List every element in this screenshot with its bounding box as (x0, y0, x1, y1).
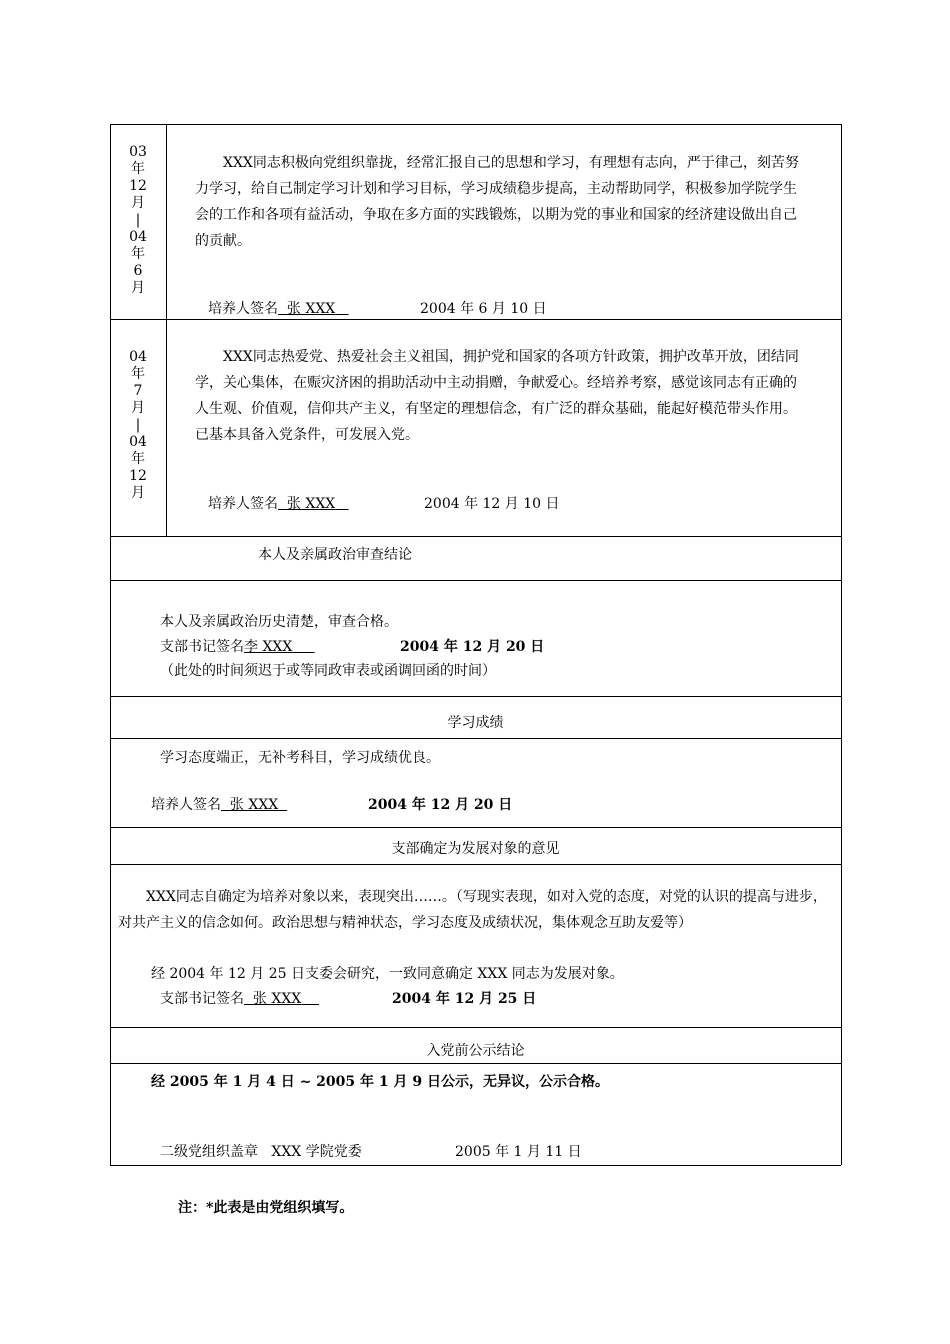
signature-date: 2004 年 12 月 25 日 (392, 991, 537, 1007)
review-text: 本人及亲属政治历史清楚，审查合格。 (160, 614, 398, 630)
signature-date: 2004 年 12 月 20 日 (400, 639, 545, 655)
seal-date: 2005 年 1 月 11 日 (455, 1144, 582, 1160)
period-date-label: 04 年 7 月 | 04 年 12 月 (129, 349, 147, 501)
decision-text: 经 2004 年 12 月 25 日支委会研究，一致同意确定 XXX 同志为发展对象。 (151, 966, 624, 982)
section-title: 学习成绩 (447, 715, 504, 731)
signer-name: 张 XXX (286, 496, 336, 512)
section-title: 本人及亲属政治审查结论 (258, 547, 412, 563)
row-divider (110, 696, 841, 697)
date-column-divider (166, 124, 167, 536)
section-title: 支部确定为发展对象的意见 (391, 841, 560, 857)
date-note: （此处的时间须迟于或等同政审表或函调回函的时间） (160, 663, 496, 679)
signature-date: 2004 年 12 月 10 日 (424, 496, 560, 512)
signer-name: 张 XXX (286, 301, 336, 317)
row-divider (110, 580, 841, 581)
signature-line: 支部书记签名 张 XXX (160, 991, 302, 1007)
signer-name: 李 XXX (244, 639, 293, 655)
table-border (110, 124, 841, 125)
signer-name: 张 XXX (229, 797, 279, 813)
signature-line: 培养人签名 张 XXX (151, 797, 279, 813)
row-divider (110, 738, 841, 739)
signature-date: 2004 年 6 月 10 日 (420, 301, 547, 317)
row-divider (110, 827, 841, 828)
footnote: 注：*此表是由党组织填写。 (178, 1200, 354, 1216)
signature-date: 2004 年 12 月 20 日 (368, 797, 513, 813)
section-title: 入党前公示结论 (426, 1043, 525, 1059)
publicity-text: 经 2005 年 1 月 4 日 ~ 2005 年 1 月 9 日公示，无异议，公示合格。 (151, 1074, 609, 1090)
row-divider (110, 1063, 841, 1064)
study-text: 学习态度端正，无补考科目，学习成绩优良。 (160, 750, 440, 766)
period-date-label: 03 年 12 月 | 04 年 6 月 (129, 144, 147, 296)
signer-name: 张 XXX (252, 991, 302, 1007)
row-divider (110, 1027, 841, 1028)
evaluation-text: XXX同志热爱党、热爱社会主义祖国，拥护党和国家的各项方针政策，拥护改革开放，团结同学，关心集体，在赈灾济困的捐助活动中主动捐赠，争献爱心。经培养考察，感觉该同志有正确的人生观、价值观，信仰共产主义，有坚定的理想信念，有广泛的群众基础，能起好模范带头作用。已基本具备入党条件，可发展入党。 (195, 349, 799, 443)
row-divider (110, 536, 841, 537)
signature-line: 支部书记签名李 XXX (160, 639, 293, 655)
signature-line: 培养人签名 张 XXX (208, 301, 336, 317)
seal-organization: XXX 学院党委 (271, 1144, 362, 1160)
signature-line: 培养人签名 张 XXX (208, 496, 336, 512)
table-border (110, 1165, 841, 1166)
row-divider (110, 319, 841, 320)
row-divider (110, 864, 841, 865)
seal-line: 二级党组织盖章 XXX 学院党委 (160, 1144, 362, 1160)
table-border (841, 124, 842, 1165)
evaluation-text: XXX同志积极向党组织靠拢，经常汇报自己的思想和学习，有理想有志向，严于律己，刻苦努力学习，给自己制定学习计划和学习目标，学习成绩稳步提高，主动帮助同学，积极参加学院学生会的工作和各项有益活动，争取在多方面的实践锻炼，以期为党的事业和国家的经济建设做出自己的贡献。 (195, 155, 799, 249)
opinion-text: XXX同志自确定为培养对象以来，表现突出……。（写现实表现，如对入党的态度，对党的认识的提高与进步，对共产主义的信念如何。政治思想与精神状态，学习态度及成绩状况，集体观念互助友爱等） (118, 889, 827, 931)
